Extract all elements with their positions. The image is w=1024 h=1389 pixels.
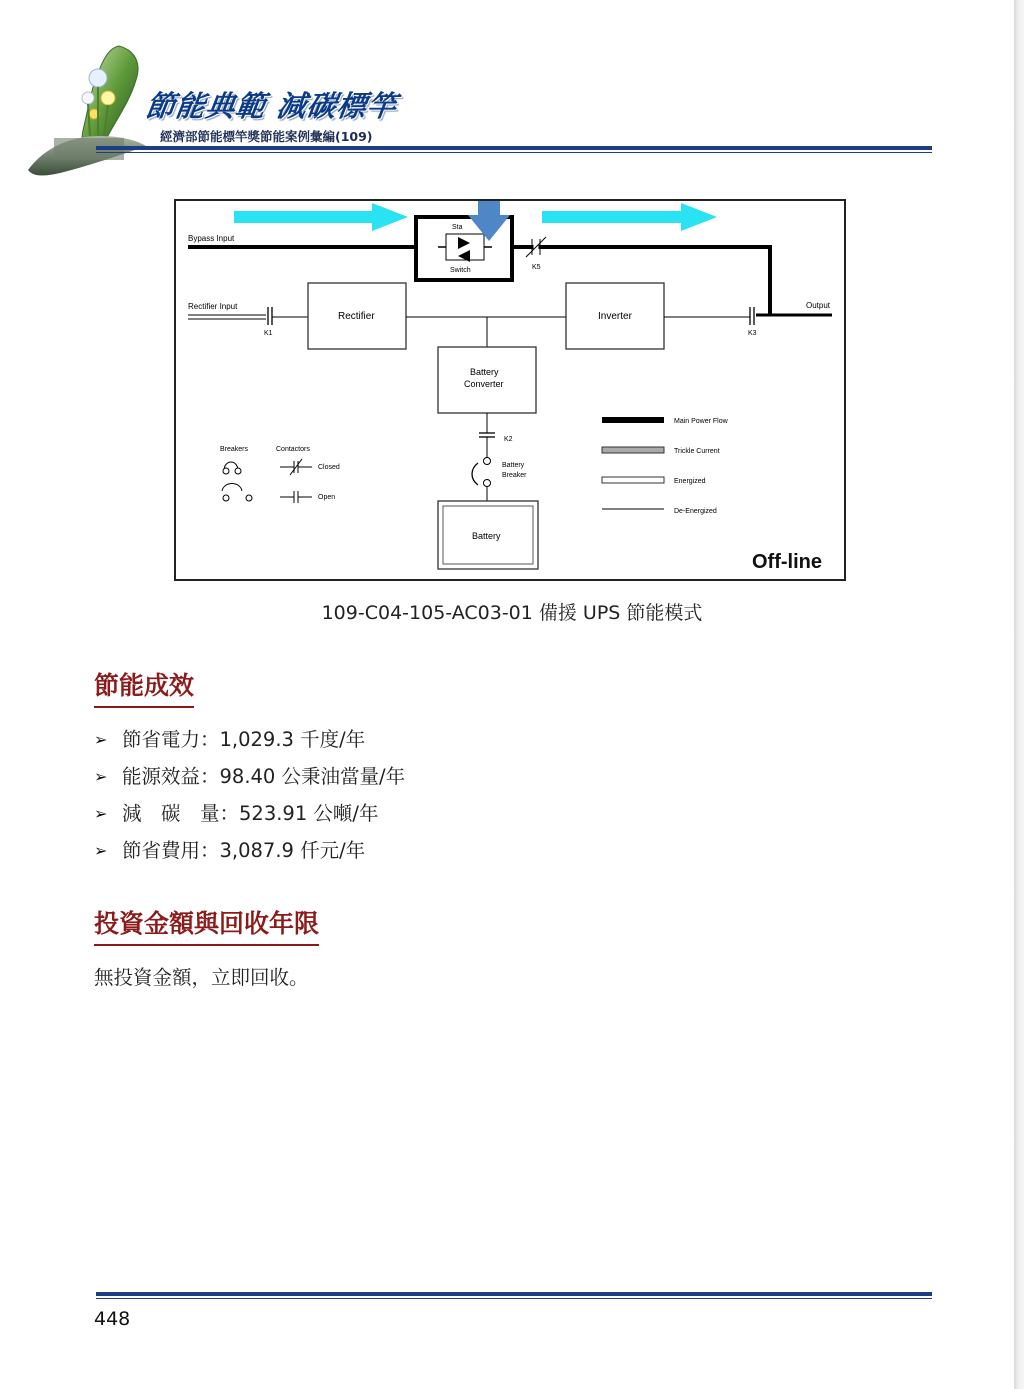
svg-text:K3: K3 [748, 330, 757, 337]
svg-text:Battery: Battery [472, 531, 501, 541]
arrow-bullet-icon: ➢ [94, 767, 108, 786]
svg-text:Sta: Sta [452, 224, 463, 231]
flow-arrow-left [234, 203, 408, 231]
brand-subtitle: 經濟部節能標竿獎節能案例彙編(109) [160, 129, 373, 144]
taiwan-leaf-logo [24, 40, 164, 182]
svg-text:Breaker: Breaker [502, 472, 527, 479]
svg-text:Battery: Battery [502, 462, 525, 469]
arrow-bullet-icon: ➢ [94, 730, 108, 749]
brand-title: 節能典範 減碳標竿 [143, 89, 400, 123]
header-rule [96, 146, 932, 153]
results-list [94, 726, 405, 874]
list-item: ➢ 減 碳 量：523.91 公噸/年 [94, 800, 405, 837]
list-item: ➢ 節省費用：3,087.9 仟元/年 [94, 837, 405, 874]
svg-text:Rectifier Input: Rectifier Input [188, 302, 238, 311]
figure-caption: 109-C04-105-AC03-01 備援 UPS 節能模式 [321, 602, 703, 624]
legend-main-power-flow: Main Power Flow [674, 418, 728, 425]
results-heading: 節能成效 [94, 666, 194, 708]
mode-label: Off-line [752, 551, 822, 573]
legend-trickle-current: Trickle Current [674, 448, 720, 455]
svg-text:K1: K1 [264, 330, 273, 337]
svg-text:Closed: Closed [318, 464, 340, 471]
arrow-bullet-icon: ➢ [94, 804, 108, 823]
ups-offline-diagram [174, 199, 846, 581]
svg-text:Breakers: Breakers [220, 446, 249, 453]
svg-text:Rectifier: Rectifier [338, 311, 375, 322]
legend-energized: Energized [674, 478, 706, 485]
svg-text:Output: Output [806, 301, 831, 310]
svg-text:K5: K5 [532, 264, 541, 271]
flow-arrow-right [542, 203, 717, 231]
page-edge-shadow [1014, 0, 1024, 1389]
svg-text:Converter: Converter [464, 379, 504, 389]
investment-body: 無投資金額，立即回收。 [94, 966, 309, 989]
svg-text:Switch: Switch [450, 267, 471, 274]
svg-text:Contactors: Contactors [276, 446, 310, 453]
page-number: 448 [94, 1308, 131, 1330]
footer-rule [96, 1292, 932, 1299]
legend-de-energized: De-Energized [674, 508, 717, 515]
svg-text:Inverter: Inverter [598, 311, 632, 322]
list-item: ➢ 節省電力：1,029.3 千度/年 [94, 726, 405, 763]
list-item: ➢ 能源效益：98.40 公秉油當量/年 [94, 763, 405, 800]
svg-text:Battery: Battery [470, 367, 499, 377]
investment-heading: 投資金額與回收年限 [94, 904, 319, 946]
bypass-input-label: Bypass Input [188, 234, 235, 243]
svg-text:Open: Open [318, 494, 336, 501]
svg-text:K2: K2 [504, 436, 513, 443]
arrow-bullet-icon: ➢ [94, 841, 108, 860]
